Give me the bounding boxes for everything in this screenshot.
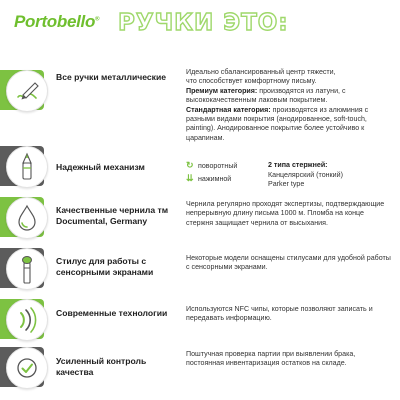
standard-label: Стандартная категория: xyxy=(186,105,271,114)
feature-description: Некоторые модели оснащены стилусами для удобной работы с сенсорными экранами. xyxy=(186,254,391,272)
pen-sign-icon xyxy=(6,70,48,112)
feature-description-line: Идеально сбалансированный центр тяжести, xyxy=(186,68,336,76)
refill-types xyxy=(268,161,393,190)
feature-description: Поштучная проверка партии при выявлении брака, постоянная инвентаризация остатков на складе. xyxy=(186,350,356,368)
ink-drop-icon xyxy=(6,197,48,239)
brand-logo xyxy=(14,12,99,32)
logo-registered-mark: ® xyxy=(95,16,100,23)
feature-title: Надежный механизм xyxy=(56,162,145,172)
mechanism-option xyxy=(186,173,237,184)
logo-text: Portobello xyxy=(14,12,96,31)
feature-description: Используются NFC чипы, которые позволяют записать и передавать информацию. xyxy=(186,305,373,323)
page-title: РУЧКИ ЭТО: xyxy=(118,10,289,36)
premium-label: Премиум категория: xyxy=(186,86,258,95)
feature-title: Качественные чернила тм Documental, Germany xyxy=(56,205,169,226)
feature-description-line: что способствует комфортному письму. xyxy=(186,77,317,86)
stylus-icon xyxy=(6,248,48,290)
mechanism-options xyxy=(186,160,237,184)
mechanism-option xyxy=(186,160,237,171)
feature-title: Усиленный контроль качества xyxy=(56,356,147,377)
feature-description: Чернила регулярно проходят экспертизы, подтверждающие непрерывную длину письма 1000 м. Пломба на конце стержня защищает чернила от высыхания. xyxy=(186,200,385,227)
standard-text: производятся из алюминия с разными видами покрытия (анодированное, soft-touch, painting). Анодированное покрытие более устойчиво к царапинам. xyxy=(186,105,369,142)
premium-note xyxy=(186,87,391,106)
click-icon: ⇊ xyxy=(186,173,194,183)
feature-title: Современные технологии xyxy=(56,308,168,318)
rotate-icon: ↻ xyxy=(186,160,194,170)
mechanism-option-label: поворотный xyxy=(198,162,238,170)
feature-description xyxy=(186,68,391,143)
mechanism-option-label: нажимной xyxy=(198,175,232,183)
nfc-icon xyxy=(6,299,48,341)
quality-check-icon xyxy=(6,347,48,389)
premium-text: производятся из латуни, с высококачественным лаковым покрытием. xyxy=(186,86,346,105)
feature-title: Стилус для работы с сенсорными экранами xyxy=(56,256,154,277)
standard-note xyxy=(186,106,391,144)
refill-types-title: 2 типа стержней: xyxy=(268,161,328,169)
pen-tip-icon xyxy=(6,146,48,188)
refill-type: Parker type xyxy=(268,180,305,189)
refill-type: Канцелярский (тонкий) xyxy=(268,170,343,179)
feature-title: Все ручки металлические xyxy=(56,72,167,82)
